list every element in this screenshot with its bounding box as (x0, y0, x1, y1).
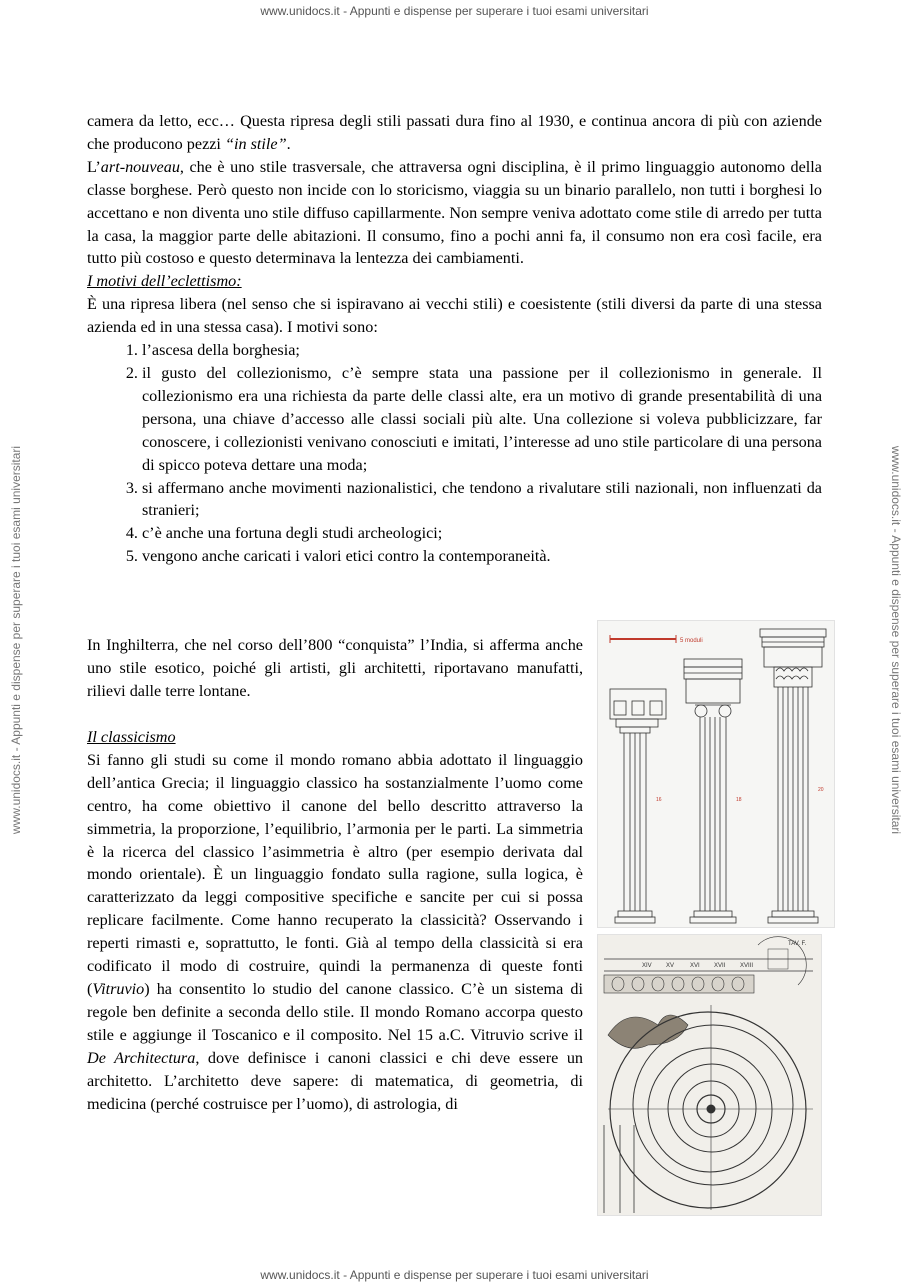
list-item: 3. si affermano anche movimenti nazionalistici, che tendono a rivalutare stili nazionali, non influenzati da stranieri; (142, 477, 822, 523)
watermark-side-left: www.unidocs.it - Appunti e dispense per superare i tuoi esami universitari (9, 445, 23, 835)
main-text-block (87, 110, 822, 568)
columns-drawing (598, 621, 834, 927)
heading-eclettismo: I motivi dell’eclettismo: (87, 272, 242, 291)
motivi-list (87, 339, 822, 568)
height-label: 18 (736, 797, 742, 803)
list-item: 4. c’è anche una fortuna degli studi archeologici; (142, 522, 822, 545)
watermark-footer: www.unidocs.it - Appunti e dispense per superare i tuoi esami universitari (260, 1268, 649, 1282)
paragraph-2: L’art-nouveau, che è uno stile trasversale, che attraversa ogni disciplina, è il primo linguaggio autonomo della classe borghese. Però questo non incide con lo storicismo, viaggia su un binario parallelo, non tutti i borghesi lo accettano e non diventa uno stile diffuso capillarmente. Non sempre veniva adottato come stile di arredo per tutta la casa, la maggior parte delle abitazioni. Il consumo, fino a pochi anni fa, il consumo non era così facile, era tutto più costoso e questo determinava la lentezza dei cambiamenti. (87, 157, 822, 268)
height-label: 20 (818, 787, 824, 793)
list-item: 2. il gusto del collezionismo, c’è sempre stata una passione per il collezionismo in generale. Il collezionismo era una richiesta da parte delle classi alte, era un motivo di grande presentabilità di una persona, una chiave d’accesso alle classi sociali più alte. Una collezione si voleva pubblicizzare, far conoscere, i collezionisti venivano conosciuti e imitati, l’interesse ad uno stile particolare di una persona di spicco poteva dettare una moda; (142, 362, 822, 477)
paragraph-1: camera da letto, ecc… Questa ripresa degli stili passati dura fino al 1930, e continua ancora di più con aziende che producono pezzi “in stile”. (87, 112, 822, 153)
paragraph-inghilterra: In Inghilterra, che nel corso dell’800 “conquista” l’India, si afferma anche uno stile esotico, poiché gli artisti, gli architetti, riportavano manufatti, rilievi dalle terre lontane. (87, 636, 583, 700)
plate-label: TAV. F. (788, 941, 807, 947)
paragraph-classicismo: Si fanno gli studi su come il mondo romano abbia adottato il linguaggio dell’antica Grecia; il linguaggio classico ha sostanzialmente l’uomo come centro, ha come obiettivo il canone del bello descritto attraverso la simmetria, la proporzione, l’equilibrio, l’armonia per le parti. La simmetria è la ricerca del classico l’asimmetria è altro (per esempio derivata dal mondo orientale). È un linguaggio fondato sulla ragione, sulla logica, è caratterizzato da leggi compositive specifiche e sancite per cui si possa replicare facilmente. Come hanno recuperato la classicità? Osservando i reperti rimasti e, soprattutto, le fonti. Già al tempo della classicità si era codificato il modo di costruire, quindi la permanenza di queste fonti (Vitruvio) ha consentito lo studio del canone classico. C’è un sistema di regole ben definite a seconda dello stile. Il mondo Romano accorpa questo stile e aggiunge il Toscanico e il composito. Nel 15 a.C. Vitruvio scrive il De Architectura, dove definisce i canoni classici e chi deve essere un architetto. L’architetto deve sapere: di matematica, di geometria, di medicina (perché costruisce per l’uomo), di astrologia, di (87, 750, 584, 1113)
height-label: 16 (656, 797, 662, 803)
watermark-side-right: www.unidocs.it - Appunti e dispense per superare i tuoi esami universitari (889, 445, 903, 835)
numeral: XVIII (740, 963, 754, 969)
heading-classicismo: Il classicismo (87, 728, 176, 746)
paragraph-3: È una ripresa libera (nel senso che si ispiravano ai vecchi stili) e coesistente (stili diversi da parte di una stessa azienda ed in una stessa casa). I motivi sono: (87, 295, 822, 337)
columns-illustration (597, 620, 835, 928)
volute-drawing (598, 935, 821, 1215)
numeral: XIV (642, 963, 652, 969)
numeral: XVI (690, 963, 700, 969)
classicismo-section (87, 726, 583, 1115)
numeral: XVII (714, 963, 726, 969)
volute-illustration (597, 934, 822, 1216)
list-item: 5. vengono anche caricati i valori etici contro la contemporaneità. (142, 545, 822, 568)
watermark-header: www.unidocs.it - Appunti e dispense per superare i tuoi esami universitari (260, 4, 649, 18)
scale-label: 5 moduli (680, 638, 703, 644)
numeral: XV (666, 963, 675, 969)
list-item: 1. l’ascesa della borghesia; (142, 339, 822, 362)
